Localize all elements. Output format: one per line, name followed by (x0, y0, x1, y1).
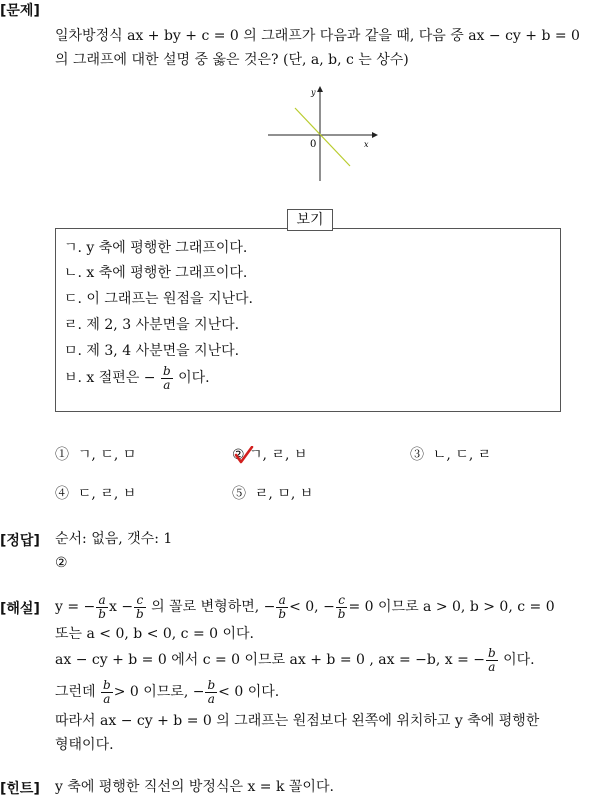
choice-1[interactable] (55, 445, 136, 465)
choice-1-text: ㄱ, ㄷ, ㅁ (77, 447, 137, 463)
check-mark-icon (234, 446, 254, 464)
bogi-item-6-fraction (161, 365, 173, 392)
origin-label: 0 (310, 139, 317, 150)
frac-den: a (207, 691, 215, 706)
choice-3-number: ③ (410, 447, 424, 463)
sol-text: 의 꼴로 변형하면, − (146, 599, 276, 615)
sol-text: x − (108, 599, 134, 615)
sol-text: 그런데 (55, 684, 96, 700)
choice-2-number: ② (232, 447, 245, 463)
fraction (486, 647, 498, 674)
solution-line1 (55, 590, 555, 624)
choice-5-number: ⑤ (232, 486, 246, 502)
frac-num: b (488, 645, 496, 660)
solution-line6: 형태이다. (55, 737, 114, 753)
fraction (96, 594, 108, 621)
line-graph (268, 86, 378, 186)
frac-num: c (134, 594, 146, 608)
sol-text: = 0 이므로 a > 0, b > 0, c = 0 (348, 599, 555, 615)
choice-4-text: ㄷ, ㄹ, ㅂ (77, 486, 137, 502)
bogi-item-6 (64, 361, 210, 395)
solution-line5: 따라서 ax − cy + b = 0 의 그래프는 원점보다 왼쪽에 위치하고 y 축에 평행한 (55, 713, 540, 729)
y-axis-arrow (317, 86, 323, 92)
frac-num: b (103, 677, 111, 692)
choice-5[interactable] (232, 484, 313, 504)
fraction (336, 594, 348, 621)
problem-text-line2: 의 그래프에 대한 설명 중 옳은 것은? (단, a, b, c 는 상수) (55, 52, 409, 68)
sol-text: < 0, − (289, 599, 335, 615)
choice-1-number: ① (55, 447, 69, 463)
sol-text: < 0 이다. (218, 684, 280, 700)
frac-num: b (207, 677, 216, 692)
bogi-item-2: ㄴ. x 축에 평행한 그래프이다. (64, 265, 248, 281)
answer-line2: ② (55, 555, 68, 571)
answer-line1: 순서: 없음, 갯수: 1 (55, 531, 173, 547)
solution-line3 (55, 643, 535, 677)
fraction (134, 594, 146, 621)
frac-num: b (162, 363, 171, 378)
frac-den: a (103, 691, 111, 706)
sol-text: y = − (55, 599, 96, 615)
solution-line2: 또는 a < 0, b < 0, c = 0 이다. (55, 626, 255, 642)
bogi-item-6-suffix: 이다. (178, 370, 210, 386)
choice-3[interactable] (410, 445, 491, 465)
graph-line (295, 108, 350, 166)
problem-tag: [문제] (0, 3, 40, 19)
frac-den: a (163, 377, 171, 392)
sol-text: ax − cy + b = 0 에서 c = 0 이므로 ax + b = 0 , ax = −b, x = − (55, 652, 485, 668)
frac-num: c (336, 594, 348, 608)
choice-4[interactable] (55, 484, 136, 504)
choice-4-number: ④ (55, 486, 69, 502)
bogi-item-5: ㅁ. 제 3, 4 사분면을 지난다. (64, 343, 240, 359)
choice-3-text: ㄴ, ㄷ, ㄹ (432, 447, 492, 463)
frac-num: a (96, 594, 108, 608)
bogi-title: 보기 (287, 209, 333, 231)
solution-line4 (55, 675, 279, 709)
sol-text: 이다. (498, 652, 535, 668)
sol-text: > 0 이므로, − (113, 684, 205, 700)
fraction (205, 679, 217, 706)
fraction (101, 679, 113, 706)
frac-den: b (136, 606, 144, 621)
frac-den: a (488, 659, 496, 674)
frac-den: b (98, 606, 106, 621)
frac-den: b (337, 606, 346, 621)
choice-5-text: ㄹ, ㅁ, ㅂ (254, 486, 314, 502)
fraction (276, 594, 288, 621)
x-axis-label: x (364, 140, 369, 149)
frac-num: a (276, 594, 288, 608)
y-axis-label: y (311, 88, 316, 97)
bogi-item-3: ㄷ. 이 그래프는 원점을 지난다. (64, 291, 253, 307)
solution-tag: [해설] (0, 601, 40, 617)
answer-tag: [정답] (0, 533, 40, 549)
hint-tag: [힌트] (0, 781, 40, 797)
problem-text-line1: 일차방정식 ax + by + c = 0 의 그래프가 다음과 같을 때, 다음 중 ax − cy + b = 0 (55, 28, 580, 44)
bogi-item-1: ㄱ. y 축에 평행한 그래프이다. (64, 240, 248, 256)
bogi-item-6-prefix: ㅂ. x 절편은 − (64, 370, 156, 386)
hint-text: y 축에 평행한 직선의 방정식은 x = k 꼴이다. (55, 779, 334, 795)
frac-den: b (278, 606, 287, 621)
choice-2[interactable] (232, 445, 307, 465)
x-axis-arrow (372, 132, 378, 138)
bogi-item-4: ㄹ. 제 2, 3 사분면을 지난다. (64, 317, 240, 333)
choice-2-text: ㄱ, ㄹ, ㅂ (249, 447, 308, 463)
